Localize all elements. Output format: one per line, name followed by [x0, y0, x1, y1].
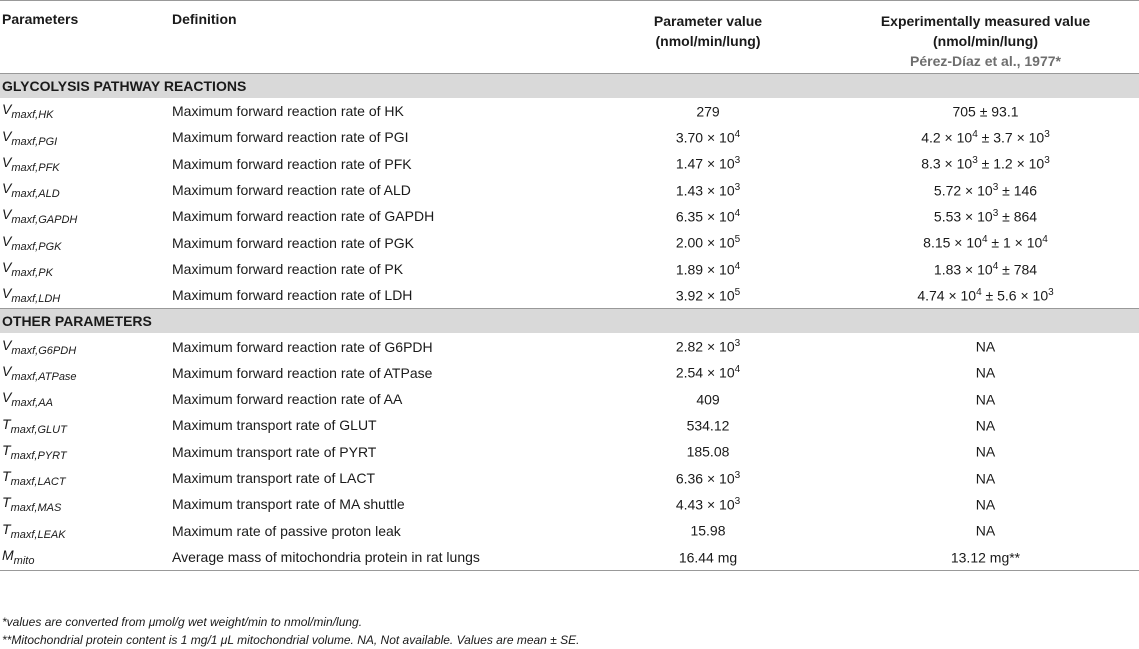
header-experimental-value — [832, 1, 1139, 74]
param-subscript: maxf,PGK — [11, 240, 62, 253]
table-row — [0, 360, 1139, 386]
measured-error-exponent: 4 — [1042, 234, 1048, 246]
param-subscript: mito — [13, 554, 35, 567]
table-row — [0, 124, 1139, 150]
param-subscript: maxf,ALD — [11, 187, 60, 200]
measured-value: 8.15 × 10 — [923, 234, 982, 251]
table-row — [0, 203, 1139, 229]
param-symbol-cell — [0, 412, 172, 438]
param-subscript: maxf,LACT — [10, 475, 66, 488]
parameter-value: 6.35 × 10 — [675, 208, 735, 225]
definition-cell: Maximum forward reaction rate of ATPase — [172, 364, 433, 381]
table-row — [0, 491, 1139, 517]
param-symbol-cell — [0, 282, 172, 309]
definition-cell: Maximum forward reaction rate of G6PDH — [172, 338, 433, 355]
header-experimental-value-line2: (nmol/min/lung) — [933, 33, 1038, 49]
measured-value-cell — [832, 124, 1139, 150]
parameter-value-exponent: 5 — [734, 234, 741, 246]
parameter-value-cell — [584, 203, 832, 229]
measured-value: NA — [975, 417, 996, 434]
measured-value-cell — [832, 465, 1139, 491]
parameter-value-cell — [584, 124, 832, 150]
definition-cell: Maximum forward reaction rate of PGI — [172, 129, 409, 146]
measured-value-exponent: 4 — [981, 234, 988, 246]
measured-error-exponent: 3 — [1044, 129, 1050, 141]
measured-value: NA — [975, 391, 996, 408]
param-symbol-cell — [0, 229, 172, 255]
parameter-value-exponent: 5 — [734, 286, 741, 298]
param-symbol-cell — [0, 465, 172, 491]
parameter-value-cell — [584, 177, 832, 203]
measured-value-cell — [832, 177, 1139, 203]
header-row — [0, 1, 1139, 74]
measured-value: 5.53 × 10 — [933, 208, 993, 225]
definition-cell: Maximum forward reaction rate of PK — [172, 260, 404, 277]
parameter-value-exponent: 3 — [734, 181, 741, 193]
measured-value: NA — [975, 444, 996, 461]
measured-value-cell — [832, 360, 1139, 386]
parameter-value-exponent: 3 — [734, 495, 741, 507]
measured-value: NA — [975, 522, 996, 539]
parameter-value-cell — [584, 517, 832, 543]
param-symbol: V — [2, 206, 12, 223]
parameter-value-cell — [584, 98, 832, 124]
param-subscript: maxf,GLUT — [10, 423, 67, 436]
parameter-value: 3.70 × 10 — [675, 129, 735, 146]
parameter-value-exponent: 4 — [734, 129, 741, 141]
definition-cell: Maximum transport rate of PYRT — [172, 443, 377, 460]
definition-cell: Maximum forward reaction rate of PGK — [172, 234, 414, 251]
param-subscript: maxf,G6PDH — [11, 344, 77, 357]
measured-value-cell — [832, 412, 1139, 438]
footnote-1: *values are converted from μmol/g wet weight/min to nmol/min/lung. — [2, 615, 363, 629]
table-row — [0, 98, 1139, 124]
param-symbol: V — [2, 232, 12, 249]
parameter-value: 16.44 mg — [678, 549, 738, 566]
header-citation: Pérez-Díaz et al., 1977* — [910, 53, 1061, 69]
parameter-value: 534.12 — [686, 417, 730, 434]
header-definition: Definition — [172, 1, 584, 74]
param-subscript: maxf,AA — [11, 397, 53, 410]
measured-value-exponent: 3 — [972, 155, 978, 167]
param-symbol-cell — [0, 256, 172, 282]
table-row — [0, 386, 1139, 412]
parameter-value-cell — [584, 386, 832, 412]
measured-value: 4.2 × 10 — [921, 129, 973, 146]
parameter-value: 279 — [696, 103, 720, 120]
definition-cell: Maximum forward reaction rate of ALD — [172, 182, 411, 199]
parameter-value: 4.43 × 10 — [675, 496, 735, 513]
parameter-value: 1.47 × 10 — [675, 156, 735, 173]
param-symbol-cell — [0, 386, 172, 412]
parameter-value-exponent: 3 — [734, 469, 741, 481]
definition-cell: Maximum transport rate of GLUT — [172, 417, 377, 434]
param-symbol-cell — [0, 124, 172, 150]
param-subscript: maxf,PFK — [11, 161, 60, 174]
measured-value-cell — [832, 151, 1139, 177]
parameter-value: 2.00 × 10 — [675, 234, 735, 251]
measured-value: NA — [975, 338, 996, 355]
measured-error: ± 3.7 × 10 — [977, 129, 1045, 146]
header-parameter-value-line2: (nmol/min/lung) — [655, 33, 761, 49]
measured-value-exponent: 3 — [992, 208, 999, 219]
measured-value-exponent: 4 — [972, 129, 978, 141]
parameter-value: 2.82 × 10 — [675, 338, 735, 355]
section-title: GLYCOLYSIS PATHWAY REACTIONS — [0, 74, 1139, 99]
table-row — [0, 412, 1139, 438]
measured-value: NA — [975, 496, 996, 513]
parameter-value: 1.89 × 10 — [675, 261, 735, 278]
param-symbol: V — [2, 101, 12, 118]
measured-error: ± 864 — [998, 208, 1038, 225]
measured-value-cell — [832, 98, 1139, 124]
measured-value-exponent: 4 — [976, 286, 982, 298]
param-subscript: maxf,LEAK — [10, 528, 66, 541]
table-row — [0, 544, 1139, 571]
table-row — [0, 177, 1139, 203]
definition-cell: Maximum forward reaction rate of PFK — [172, 155, 412, 172]
measured-value-exponent: 3 — [992, 181, 999, 193]
param-symbol: T — [2, 520, 11, 537]
parameter-value-exponent: 3 — [734, 338, 741, 350]
measured-value-cell — [832, 282, 1139, 309]
measured-value-cell — [832, 203, 1139, 229]
param-symbol-cell — [0, 333, 172, 359]
parameter-value-cell — [584, 256, 832, 282]
definition-cell: Maximum transport rate of LACT — [172, 470, 376, 486]
param-subscript: maxf,ATPase — [11, 370, 77, 383]
param-symbol-cell — [0, 439, 172, 465]
definition-cell: Maximum forward reaction rate of GAPDH — [172, 208, 435, 225]
param-symbol-cell — [0, 177, 172, 203]
definition-cell: Maximum forward reaction rate of AA — [172, 391, 403, 408]
definition-cell: Maximum rate of passive proton leak — [172, 522, 401, 539]
measured-value: 5.72 × 10 — [933, 182, 993, 199]
definition-cell: Maximum forward reaction rate of LDH — [172, 287, 413, 304]
parameter-value-cell — [584, 360, 832, 386]
footnote-2: **Mitochondrial protein content is 1 mg/1 μL mitochondrial volume. NA, Not available. Values are mean ± SE. — [2, 633, 580, 647]
parameter-value-exponent: 4 — [734, 364, 741, 376]
param-symbol: V — [2, 362, 12, 379]
param-symbol-cell — [0, 544, 172, 571]
param-subscript: maxf,HK — [11, 109, 54, 122]
param-symbol: V — [2, 153, 12, 170]
param-symbol-cell — [0, 517, 172, 543]
table-row — [0, 151, 1139, 177]
param-symbol-cell — [0, 491, 172, 517]
parameter-value-exponent: 3 — [734, 155, 741, 167]
param-symbol-cell — [0, 203, 172, 229]
measured-value: 705 ± 93.1 — [952, 103, 1019, 120]
param-symbol: V — [2, 285, 12, 302]
header-parameter-value-line1: Parameter value — [653, 13, 763, 29]
param-symbol: V — [2, 127, 12, 144]
parameter-value-cell — [584, 491, 832, 517]
param-symbol: T — [2, 415, 11, 432]
table-row — [0, 465, 1139, 491]
param-subscript: maxf,PGI — [11, 135, 58, 148]
param-symbol-cell — [0, 151, 172, 177]
definition-cell: Maximum forward reaction rate of HK — [172, 103, 404, 120]
param-subscript: maxf,MAS — [10, 502, 62, 515]
parameter-value-cell — [584, 282, 832, 309]
measured-error: ± 1 × 10 — [987, 234, 1043, 251]
measured-error-exponent: 3 — [1048, 286, 1054, 298]
parameter-value: 1.43 × 10 — [675, 182, 735, 199]
measured-value: NA — [975, 365, 996, 382]
definition-cell: Average mass of mitochondria protein in rat lungs — [172, 544, 584, 571]
measured-value-cell — [832, 439, 1139, 465]
parameter-value: 185.08 — [686, 444, 730, 461]
parameter-value-cell — [584, 412, 832, 438]
measured-value-cell — [832, 333, 1139, 359]
parameter-value-cell — [584, 333, 832, 359]
param-subscript: maxf,GAPDH — [11, 214, 78, 227]
parameter-value: 15.98 — [690, 522, 726, 539]
section-row — [0, 74, 1139, 99]
table-row — [0, 517, 1139, 543]
param-symbol-cell — [0, 98, 172, 124]
table-row — [0, 282, 1139, 309]
parameter-value-cell — [584, 151, 832, 177]
param-subscript: maxf,LDH — [11, 293, 61, 306]
header-parameter-value — [584, 1, 832, 74]
measured-value-cell — [832, 517, 1139, 543]
measured-value: 1.83 × 10 — [933, 261, 993, 278]
parameter-value-cell — [584, 544, 832, 571]
param-symbol-cell — [0, 360, 172, 386]
measured-error: ± 1.2 × 10 — [977, 156, 1045, 173]
param-subscript: maxf,PYRT — [10, 449, 67, 462]
parameter-value-exponent: 4 — [734, 260, 741, 272]
measured-error: ± 5.6 × 10 — [981, 287, 1049, 304]
measured-error: ± 146 — [998, 182, 1038, 199]
measured-value-cell — [832, 256, 1139, 282]
parameter-value: 2.54 × 10 — [675, 365, 735, 382]
param-symbol: V — [2, 336, 12, 353]
parameter-value-exponent: 4 — [734, 208, 741, 219]
parameter-value: 409 — [696, 391, 720, 408]
definition-cell: Maximum transport rate of MA shuttle — [172, 496, 405, 513]
table-row — [0, 229, 1139, 255]
param-subscript: maxf,PK — [11, 266, 53, 279]
measured-value-cell — [832, 229, 1139, 255]
measured-value-cell — [832, 386, 1139, 412]
measured-error: ± 784 — [998, 261, 1038, 278]
measured-value: 8.3 × 10 — [921, 156, 973, 173]
section-row — [0, 309, 1139, 334]
measured-value: 4.74 × 10 — [917, 287, 977, 304]
measured-value: 13.12 mg** — [950, 549, 1021, 566]
measured-value: NA — [975, 470, 996, 487]
param-symbol: T — [2, 441, 11, 458]
param-symbol: V — [2, 180, 12, 197]
measured-value-exponent: 4 — [992, 260, 999, 272]
param-symbol: V — [2, 389, 12, 406]
parameter-value-cell — [584, 465, 832, 491]
table-row — [0, 439, 1139, 465]
measured-value-cell — [832, 491, 1139, 517]
section-title: OTHER PARAMETERS — [0, 309, 1139, 334]
measured-value-cell — [832, 544, 1139, 571]
parameter-value: 6.36 × 10 — [675, 470, 735, 487]
param-symbol: T — [2, 468, 11, 485]
header-experimental-value-line1: Experimentally measured value — [880, 13, 1091, 29]
parameter-value: 3.92 × 10 — [675, 287, 735, 304]
table-row — [0, 333, 1139, 359]
measured-error-exponent: 3 — [1044, 155, 1050, 167]
footnotes — [2, 613, 579, 649]
param-symbol: T — [2, 494, 11, 511]
param-symbol: V — [2, 259, 12, 276]
parameter-value-cell — [584, 229, 832, 255]
table-row — [0, 256, 1139, 282]
header-parameters: Parameters — [0, 1, 172, 74]
param-symbol: M — [2, 547, 14, 563]
parameter-value-cell — [584, 439, 832, 465]
